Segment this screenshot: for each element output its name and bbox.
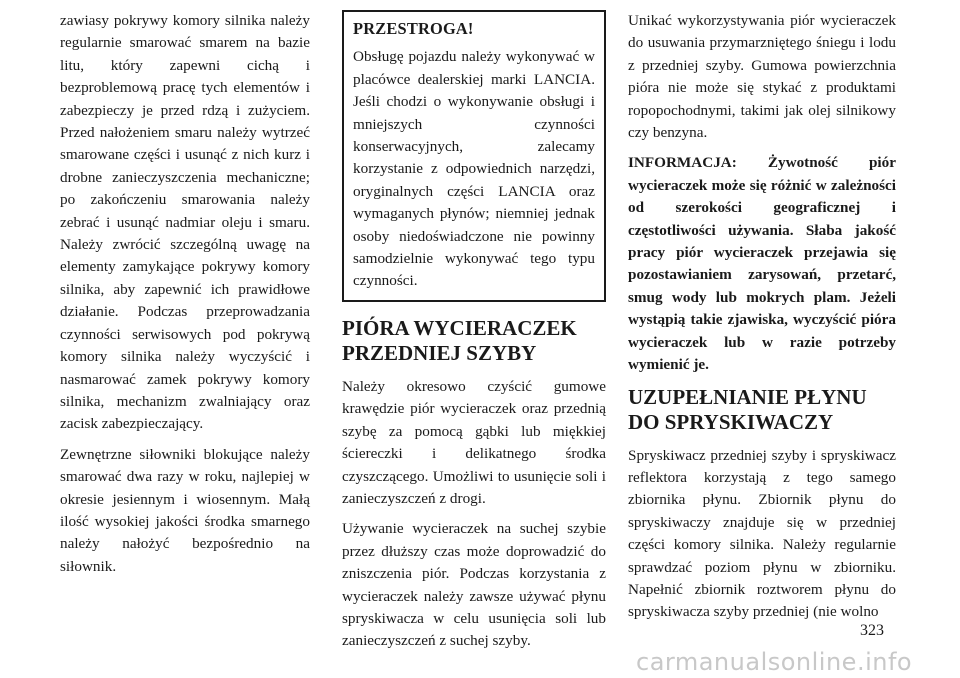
warning-text: Obsługę pojazdu należy wykonywać w placówce dealerskiej marki LANCIA. Jeśli chodzi o wykonywanie obsługi i mniejszych czynności konserwacyjnych, zalecamy korzystanie z odpowiednich narzędzi, oryginalnych części LANCIA oraz wymaganych płynów; niemniej jednak osoby niedoświadczone nie powinny samodzielnie wykonywać tego typu czynności.	[353, 48, 595, 290]
warning-title: PRZESTROGA!	[353, 19, 474, 38]
section-heading-washer-fluid: UZUPEŁNIANIE PŁYNU DO SPRYSKIWACZY	[628, 384, 867, 434]
right-column	[628, 10, 896, 632]
left-column	[60, 10, 310, 586]
middle-column	[342, 10, 606, 661]
warning-box	[342, 10, 606, 302]
page-number: 323	[860, 622, 884, 639]
information-note: INFORMACJA: Żywotność piór wycieraczek może się różnić w zależności od szerokości geograficznej i częstotliwości używania. Słaba jakość pracy piór wycieraczek przejawia się pozostawianiem zarysowań, przetarć, smug wody lub mokrych plam. Jeżeli wystąpią takie zjawiska, wyczyścić pióra wycieraczek lub w razie potrzeby wymienić je.	[628, 154, 896, 374]
washer-fluid-paragraph: Spryskiwacz przedniej szyby i spryskiwacz reflektora korzystają z tego samego zbiornika płynu. Zbiornik płynu do spryskiwaczy znajduje się w przedniej części komory silnika. Należy regularnie sprawdzać poziom płynu w zbiorniku. Napełnić zbiornik roztworem płynu do spryskiwacza szyby przedniej (nie wolno	[628, 446, 896, 621]
wiper-cleaning-paragraph: Należy okresowo czyścić gumowe krawędzie piór wycieraczek oraz przednią szybę za pomocą gąbki lub miękkiej ściereczki i delikatnego środka czyszczącego. Umożliwi to usunięcie soli i zanieczyszczeń z drogi.	[342, 377, 606, 507]
hood-hinge-lubrication-paragraph: zawiasy pokrywy komory silnika należy regularnie smarować smarem na bazie litu, który zapewni cichą i bezproblemową pracę tych elementów i zabezpieczy je przed rdzą i zużyciem. Przed nałożeniem smaru należy wytrzeć smarowane części i usunąć z nich kurz i drobne zanieczyszczenia mechaniczne; po zakończeniu smarowania należy zebrać i usunąć nadmiar oleju i smaru. Należy zwrócić szczególną uwagę na elementy zamykające pokrywy komory silnika, aby zapewnić ich prawidłowe działanie. Podczas przeprowadzania czynności serwisowych pod pokrywą komory silnika należy wyczyścić i nasmarować zamek pokrywy komory silnika, mechanizm zwalniający oraz zacisk zabezpieczający.	[60, 12, 310, 433]
lock-actuator-lubrication-paragraph: Zewnętrzne siłowniki blokujące należy smarować dwa razy w roku, najlepiej w okresie jesiennym i wiosennym. Małą ilość wysokiej jakości środka smarnego należy nałożyć bezpośrednio na siłownik.	[60, 445, 310, 575]
section-heading-wiper-blades: PIÓRA WYCIERACZEK PRZEDNIEJ SZYBY	[342, 315, 577, 365]
dry-wiper-paragraph: Używanie wycieraczek na suchej szybie przez dłuższy czas może doprowadzić do zniszczenia piór. Podczas korzystania z wycieraczek należy zawsze używać płynu spryskiwacza w celu usunięcia soli lub zanieczyszczeń z suchej szyby.	[342, 520, 606, 650]
watermark: carmanualsonline.info	[636, 648, 913, 676]
wiper-ice-paragraph: Unikać wykorzystywania piór wycieraczek do usuwania przymarzniętego śniegu i lodu z przedniej szyby. Gumowa powierzchnia pióra nie może się stykać z produktami ropopochodnymi, takimi jak olej silnikowy czy benzyna.	[628, 12, 896, 142]
